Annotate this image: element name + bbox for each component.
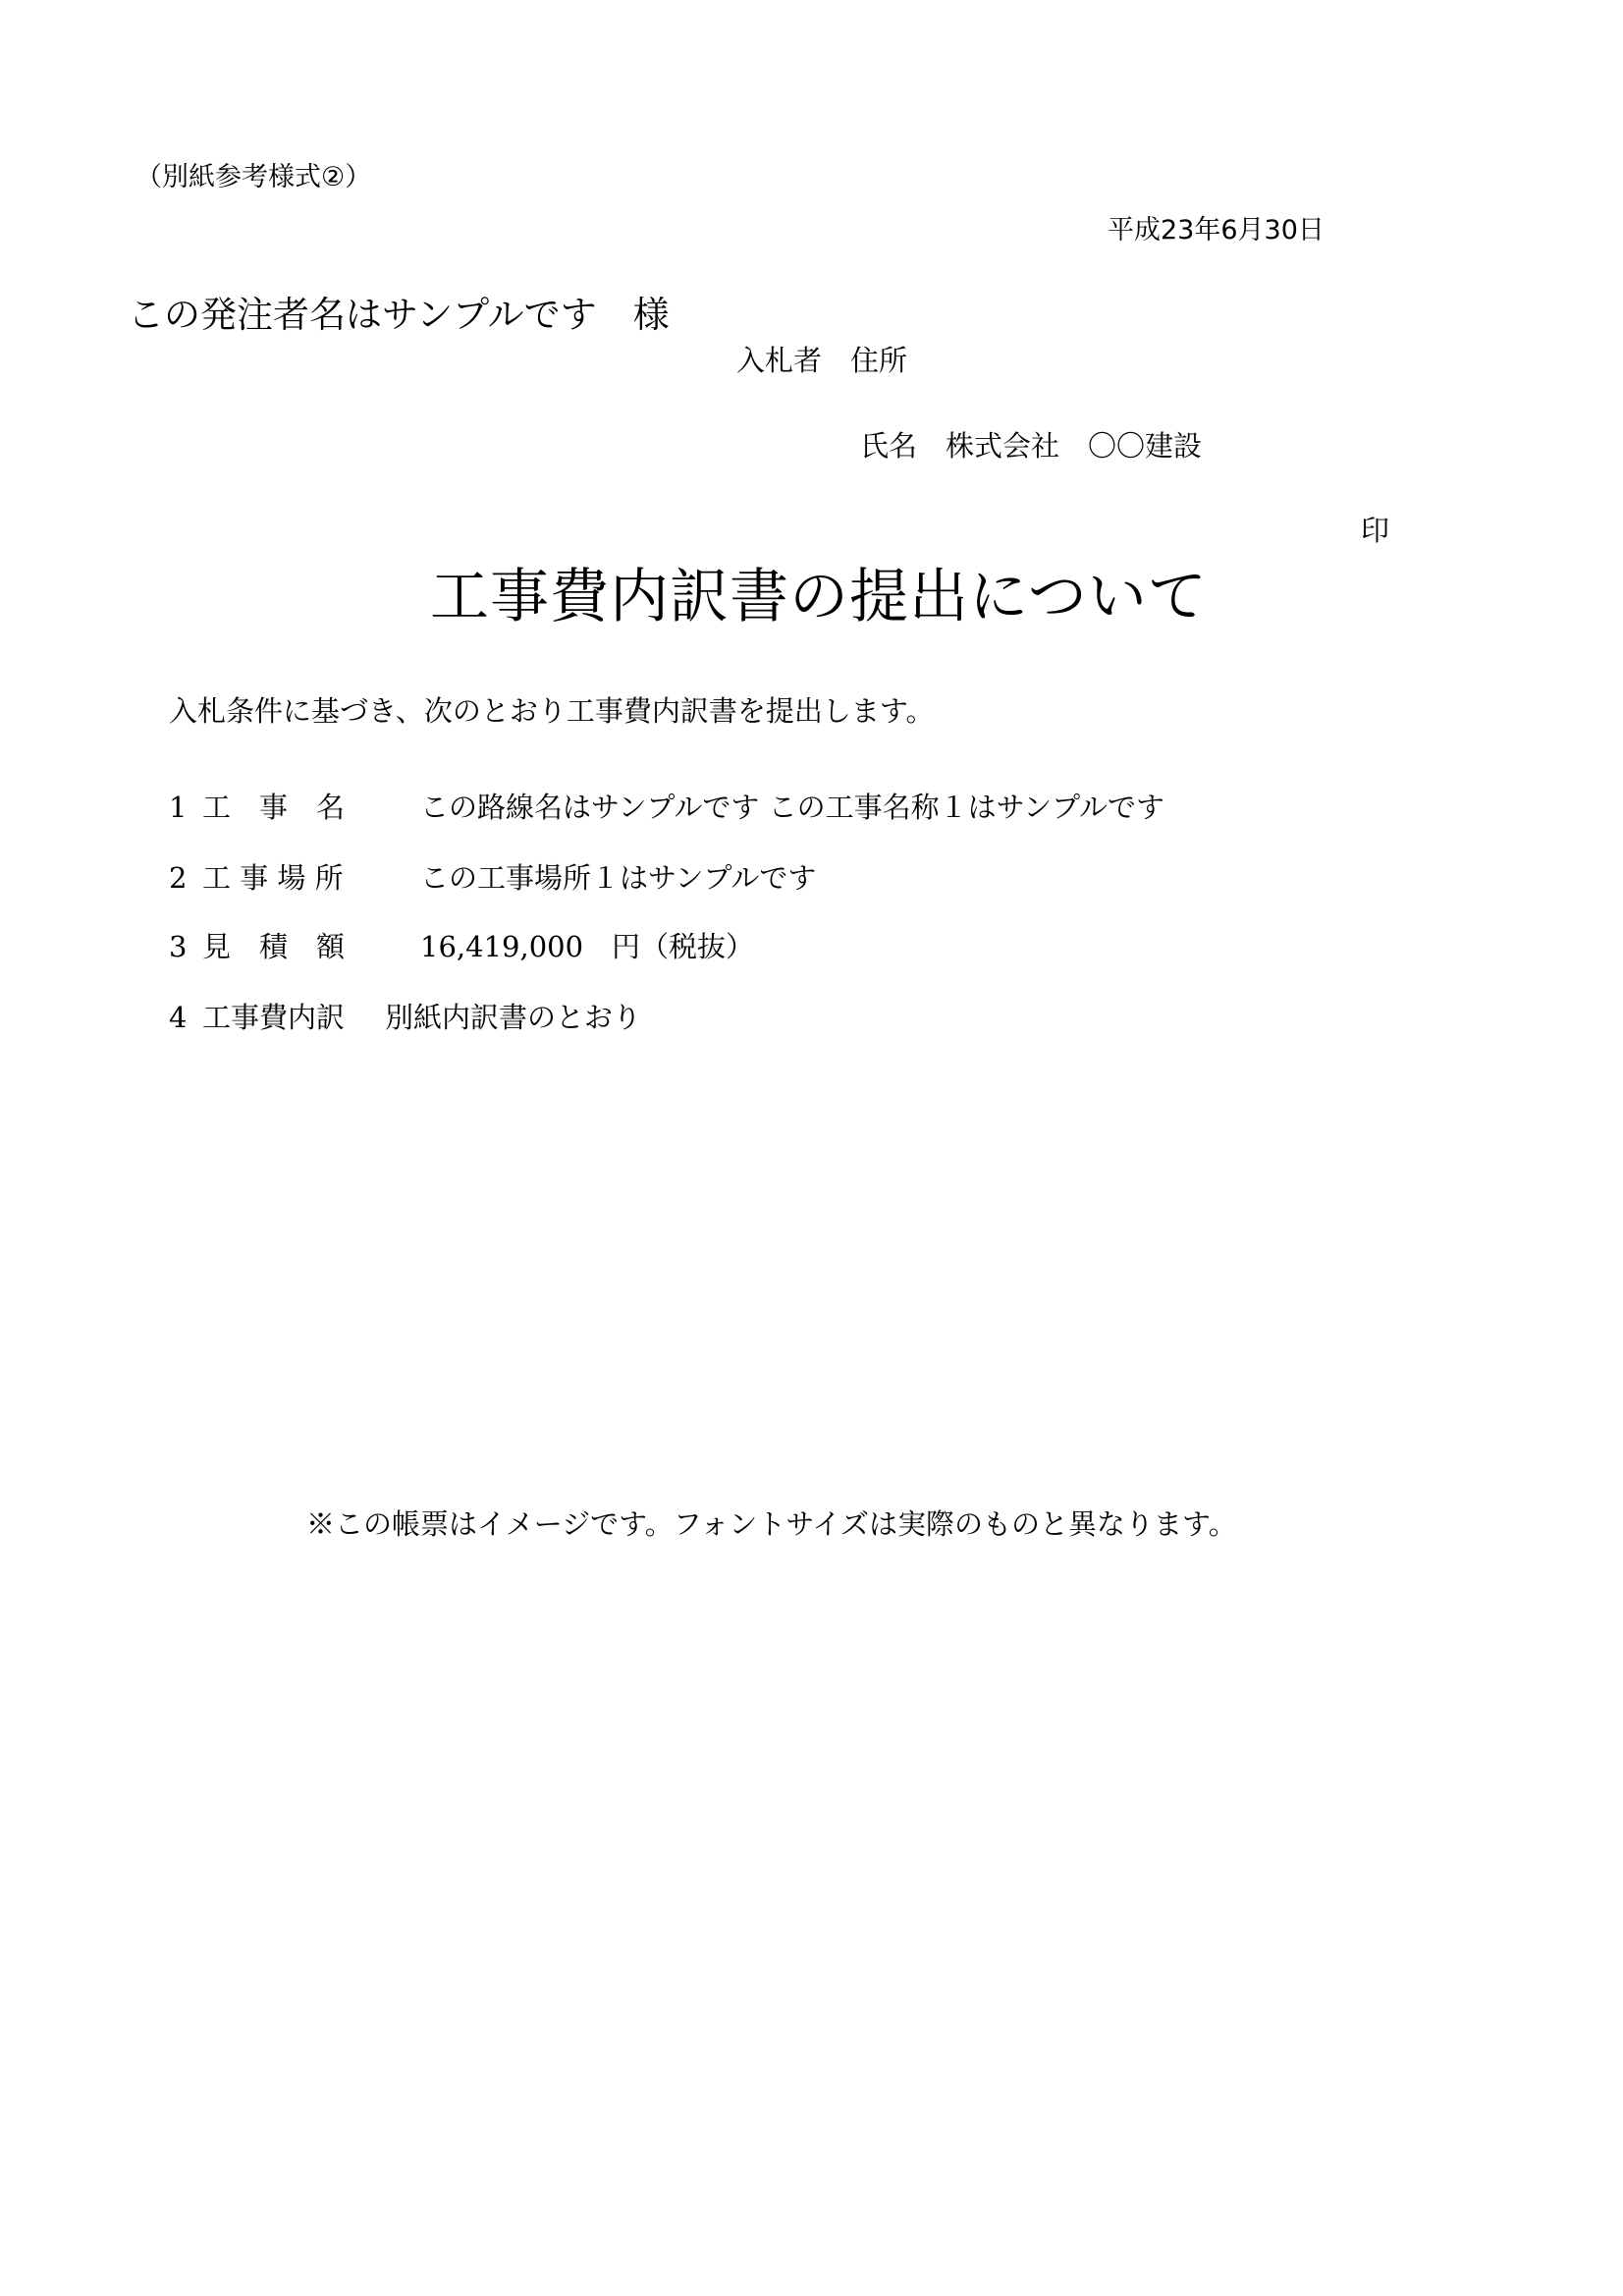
item-row-estimate-amount [169,925,754,965]
document-date: 平成23年6月30日 [1108,215,1325,246]
seal-mark: 印 [1361,514,1390,547]
item-label: 工 事 場 所 [202,861,344,895]
item-label: 工 事 名 [202,791,346,824]
document-title: 工事費内訳書の提出について [430,563,1208,631]
bidder-address-label: 入札者 住所 [736,344,908,377]
intro-text: 入札条件に基づき、次のとおり工事費内訳書を提出します。 [169,694,935,728]
item-row-cost-breakdown [169,996,641,1036]
item-number: 1 [169,791,188,824]
item-row-construction-site [169,856,816,897]
item-value: 別紙内訳書のとおり [385,1001,642,1034]
item-value: この路線名はサンプルです この工事名称１はサンプルです [420,791,1164,824]
recipient-name: この発注者名はサンプルです 様 [128,294,670,336]
item-value: この工事場所１はサンプルです [420,861,817,895]
item-number: 2 [169,861,188,895]
item-number: 4 [169,1001,188,1034]
item-number: 3 [169,930,188,963]
bidder-name-row [860,424,1202,465]
bidder-name-label: 氏名 [860,429,918,463]
item-row-construction-name [169,786,1164,826]
item-value: 16,419,000 円（税抜） [420,930,755,963]
item-label: 見 積 額 [202,930,346,963]
bidder-name-value: 株式会社 〇〇建設 [946,429,1203,463]
item-label: 工事費内訳 [202,1001,346,1034]
footnote: ※この帳票はイメージです。フォントサイズは実際のものと異なります。 [306,1507,1237,1541]
form-reference: （別紙参考様式②） [135,162,372,192]
